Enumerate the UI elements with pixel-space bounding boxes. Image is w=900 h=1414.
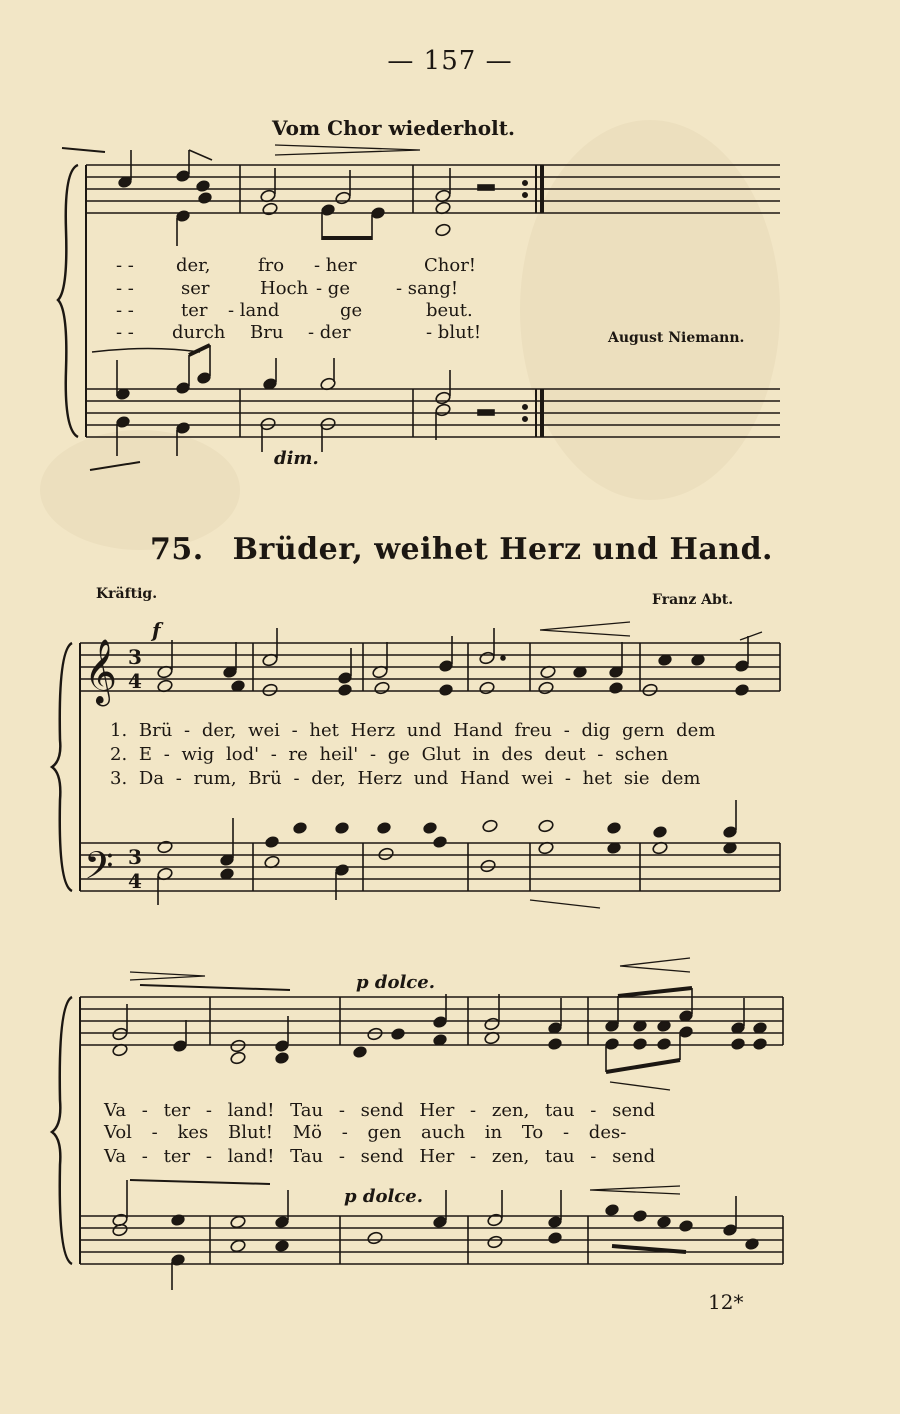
dynamic-p-dolce-lower: p dolce. bbox=[344, 1186, 423, 1207]
verse-2-continued: Vol - kes Blut! Mö - gen auch in To - des- bbox=[104, 1122, 627, 1143]
verse-3-continued: Va - ter - land! Tau - send Her - zen, tau - send bbox=[104, 1146, 656, 1167]
repeat-header: Vom Chor wiederholt. bbox=[272, 116, 515, 140]
dynamic-forte: f bbox=[152, 618, 161, 642]
lyric-syllable: ser bbox=[181, 278, 210, 299]
lyric-syllable: ge bbox=[340, 300, 363, 321]
composer-credit: August Niemann. bbox=[608, 330, 745, 346]
lyric-syllable: durch bbox=[172, 322, 226, 343]
dynamic-p-dolce: p dolce. bbox=[356, 972, 435, 993]
verse-1-continued: Va - ter - land! Tau - send Her - zen, tau - send bbox=[104, 1100, 656, 1121]
lyric-syllable: Bru bbox=[250, 322, 284, 343]
lyric-syllable: - sang! bbox=[396, 278, 459, 299]
lyric-syllable: Chor! bbox=[424, 255, 477, 276]
svg-text:3: 3 bbox=[128, 645, 142, 669]
lyric-syllable: - ge bbox=[316, 278, 350, 299]
page-number: — 157 — bbox=[387, 46, 513, 76]
lyric-syllable: ter bbox=[181, 300, 208, 321]
signature-mark: 12* bbox=[708, 1290, 744, 1314]
lyric-syllable: fro bbox=[258, 255, 285, 276]
lyric-syllable: - - bbox=[116, 300, 134, 321]
song-composer: Franz Abt. bbox=[652, 592, 734, 608]
svg-text:4: 4 bbox=[128, 669, 142, 693]
svg-text:𝄞: 𝄞 bbox=[84, 639, 118, 704]
lyric-syllable: Hoch bbox=[260, 278, 309, 299]
song-number: 75. bbox=[150, 532, 204, 567]
lyric-syllable: - - bbox=[116, 278, 134, 299]
dynamic-marking: dim. bbox=[274, 448, 319, 469]
lyric-syllable: - der bbox=[308, 322, 351, 343]
lyric-syllable: - - bbox=[116, 322, 134, 343]
verse-3-lyrics: 3. Da - rum, Brü - der, Herz und Hand wei - het sie dem bbox=[110, 768, 701, 789]
lyric-syllable: - blut! bbox=[426, 322, 482, 343]
song-title: Brüder, weihet Herz und Hand. bbox=[232, 532, 773, 567]
verse-2-lyrics: 2. E - wig lod' - re heil' - ge Glut in des deut - schen bbox=[110, 744, 669, 765]
verse-1-lyrics: 1. Brü - der, wei - het Herz und Hand freu - dig gern dem bbox=[110, 720, 716, 741]
svg-text:3: 3 bbox=[128, 845, 142, 869]
lyric-syllable: - her bbox=[314, 255, 357, 276]
svg-text:4: 4 bbox=[128, 869, 142, 893]
lyric-syllable: - land bbox=[228, 300, 280, 321]
lyric-syllable: der, bbox=[176, 255, 211, 276]
tempo-marking: Kräftig. bbox=[96, 586, 158, 602]
lyric-syllable: - - bbox=[116, 255, 134, 276]
svg-text:𝄢: 𝄢 bbox=[84, 843, 114, 897]
lyric-syllable: beut. bbox=[426, 300, 473, 321]
